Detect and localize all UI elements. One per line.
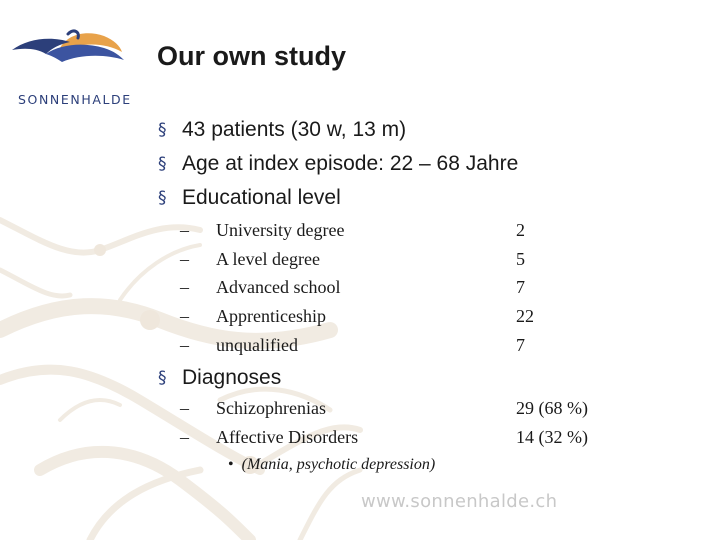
bullet-text: Age at index episode: 22 – 68 Jahre — [182, 152, 519, 175]
logo-wordmark: SONNENHALDE — [18, 92, 132, 107]
dash-marker: – — [180, 335, 189, 355]
education-value: 5 — [516, 249, 525, 269]
diagnosis-value: 14 (32 %) — [516, 427, 588, 447]
dash-marker: – — [180, 277, 189, 297]
education-label: A level degree — [216, 249, 320, 269]
sonnenhalde-logo — [8, 26, 132, 107]
bullet-marker: § — [158, 120, 167, 140]
website-footer: www.sonnenhalde.ch — [361, 491, 558, 512]
bullet-marker: § — [158, 368, 167, 388]
bullet-marker: § — [158, 154, 167, 174]
dash-marker: – — [180, 427, 189, 447]
subnote-text: (Mania, psychotic depression) — [241, 456, 436, 473]
dash-marker: – — [180, 398, 189, 418]
bullet-patients — [158, 118, 406, 142]
diagnosis-subnote — [228, 456, 435, 474]
education-value: 22 — [516, 306, 534, 326]
education-value: 7 — [516, 277, 525, 297]
education-label: University degree — [216, 220, 345, 240]
dash-marker: – — [180, 220, 189, 240]
bullet-dot: • — [228, 456, 234, 473]
bullet-education — [158, 186, 341, 210]
education-value: 7 — [516, 335, 525, 355]
bullet-marker: § — [158, 188, 167, 208]
dash-marker: – — [180, 249, 189, 269]
diagnosis-label: Affective Disorders — [216, 427, 359, 447]
bullet-text: 43 patients (30 w, 13 m) — [182, 118, 407, 141]
education-value: 2 — [516, 220, 525, 240]
slide-title: Our own study — [157, 41, 346, 71]
dash-marker: – — [180, 306, 189, 326]
education-label: Apprenticeship — [216, 306, 326, 326]
diagnosis-label: Schizophrenias — [216, 398, 326, 418]
bullet-age — [158, 152, 518, 176]
education-label: Advanced school — [216, 277, 341, 297]
logo-mark-icon — [8, 26, 126, 72]
diagnosis-value: 29 (68 %) — [516, 398, 588, 418]
education-label: unqualified — [216, 335, 298, 355]
bullet-text: Diagnoses — [182, 366, 282, 389]
bullet-diagnoses — [158, 366, 281, 390]
bullet-text: Educational level — [182, 186, 341, 209]
